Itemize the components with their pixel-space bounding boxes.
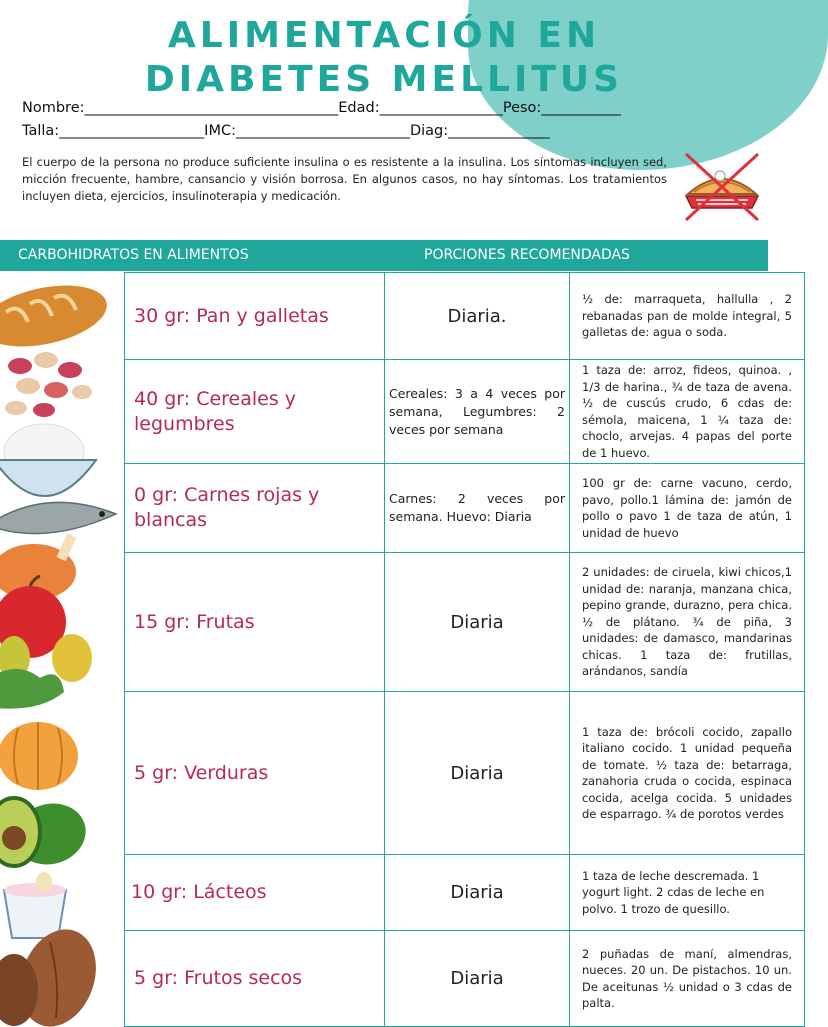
table-row [125,931,805,1027]
table-row [125,464,805,553]
row-portions: 1 taza de: arroz, fideos, quinoa. , 1/3 de harina., ¾ de taza de avena. ½ de cuscús crudo, 6 cdas de: sémola, maicena, 1 ¼ taza de: choclo, arvejas. 4 papas del porte de 1 huevo. [570,360,805,464]
row-frequency: Diaria [385,855,570,931]
row-category: 15 gr: Frutas [125,553,385,692]
fish-icon [0,502,116,533]
bread-icon [0,275,112,356]
row-frequency: Diaria. [385,273,570,360]
row-portions: 2 puñadas de maní, almendras, nueces. 20 un. De pistachos. 10 un. De aceitunas ½ unidad o 3 cdas de palta. [570,931,805,1027]
form-line-name-age-weight: Nombre:___________________________________Edad:_________________Peso:___________ [22,100,622,116]
row-category: 40 gr: Cereales y legumbres [125,360,385,464]
yogurt-icon [4,872,66,938]
row-category: 30 gr: Pan y galletas [125,273,385,360]
row-category: 0 gr: Carnes rojas y blancas [125,464,385,553]
table-row [125,273,805,360]
row-frequency: Cereales: 3 a 4 veces por semana, Legumbres: 2 veces por semana [385,360,570,464]
avocado-icon [0,796,93,873]
row-portions: 100 gr de: carne vacuno, cerdo, pavo, pollo.1 lámina de: jamón de pollo o pavo 1 de taza de atún, 1 unidad de huevo [570,464,805,553]
pumpkin-icon [0,722,78,790]
row-category: 5 gr: Verduras [125,692,385,855]
carbohydrates-table [124,272,792,1027]
page-title [0,14,768,102]
header-portions: PORCIONES RECOMENDADAS [424,247,630,263]
row-frequency: Diaria [385,692,570,855]
table-row [125,553,805,692]
form-line-height-bmi-diag: Talla:____________________IMC:________________________Diag:______________ [22,123,550,139]
header-carbohydrates: CARBOHIDRATOS EN ALIMENTOS [18,247,249,263]
row-frequency: Carnes: 2 veces por semana. Huevo: Diaria [385,464,570,553]
row-portions: 1 taza de leche descremada. 1 yogurt light. 2 cdas de leche en polvo. 1 trozo de quesillo. [570,855,805,931]
table-row [125,360,805,464]
row-portions: 1 taza de: brócoli cocido, zapallo italiano cocido. 1 unidad pequeña de tomate. ½ taza de: betarraga, zanahoria cruda o cocida, espinaca cocida, acelga cocida. 5 unidades de esparrago. ¾ de porotos verdes [570,692,805,855]
lettuce-icon [0,669,64,709]
table-row [125,692,805,855]
row-category: 5 gr: Frutos secos [125,931,385,1027]
row-category: 10 gr: Lácteos [125,855,385,931]
row-frequency: Diaria [385,553,570,692]
row-portions: 2 unidades: de ciruela, kiwi chicos,1 unidad de: naranja, manzana chica, pepino grande, durazno, pera chica. ½ de plátano. ¾ de piña, 3 unidades: de damasco, mandarinas chicas. 1 taza de: frutillas, arándanos, sandía [570,553,805,692]
intro-paragraph: El cuerpo de la persona no produce suficiente insulina o es resistente a la insulina. Los síntomas incluyen sed, micción frecuente, hambre, cansancio y visión borrosa. En algunos casos, no hay síntomas. Los tratamientos incluyen dieta, ejercicios, insulinoterapia y medicación. [22,155,667,203]
table-row [125,855,805,931]
crossed-out-pie-icon [682,150,762,224]
row-frequency: Diaria [385,931,570,1027]
table-header-bar [0,240,768,271]
food-illustration-strip [0,282,124,1024]
title-line-2: DIABETES MELLITUS [144,59,624,100]
rice-bowl-icon [0,424,96,496]
title-line-1: ALIMENTACIÓN EN [167,15,601,56]
row-portions: ½ de: marraqueta, hallulla , 2 rebanadas pan de molde integral, 5 galletas de: agua o soda. [570,273,805,360]
beans-icon [5,352,92,417]
